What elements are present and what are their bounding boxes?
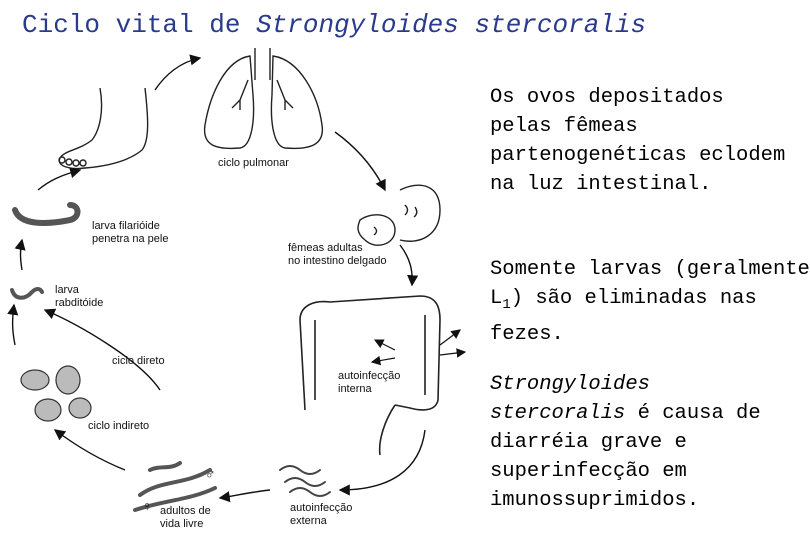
- female-symbol: ♀: [142, 498, 153, 514]
- label-filariform-larva: larva filarióide penetra na pele: [92, 220, 169, 245]
- cycle-arrows: [13, 58, 425, 498]
- label-direct-cycle: ciclo direto: [112, 355, 165, 367]
- rhabditoid-larva-illustration: [12, 289, 42, 298]
- text-clinical-note: Strongyloides stercoralis é causa de diarréia grave e superinfecção em imunossuprimidos.: [490, 373, 761, 512]
- text-larvae-feces: Somente larvas (geralmente $L_1$) são eliminadas nas fezes.: [490, 258, 810, 347]
- label-free-living-adults: adultos de vida livre: [160, 505, 211, 530]
- label-adult-females: fêmeas adultas no intestino delgado: [288, 242, 387, 267]
- lungs-illustration: [205, 48, 323, 148]
- label-internal-autoinfection: autoinfecção interna: [338, 370, 401, 395]
- label-pulmonary-cycle: ciclo pulmonar: [218, 157, 289, 169]
- external-larvae-illustration: [280, 466, 330, 496]
- internal-autoinfection-arrows: [372, 330, 465, 362]
- page-title: Ciclo vital de Strongyloides stercoralis: [22, 10, 647, 40]
- text-eggs-hatch: Os ovos depositados pelas fêmeas partenogenéticas eclodem na luz intestinal.: [490, 86, 786, 196]
- male-symbol: ♂: [205, 466, 216, 482]
- foot-illustration: [59, 88, 148, 169]
- small-intestine-illustration: [358, 185, 440, 245]
- eggs-illustration: [21, 366, 91, 421]
- filariform-larva-illustration: [15, 205, 78, 223]
- label-indirect-cycle: ciclo indireto: [88, 420, 150, 432]
- label-external-autoinfection: autoinfecção externa: [290, 502, 353, 527]
- label-rhabditoid-larva: larva rabditóide: [55, 284, 104, 309]
